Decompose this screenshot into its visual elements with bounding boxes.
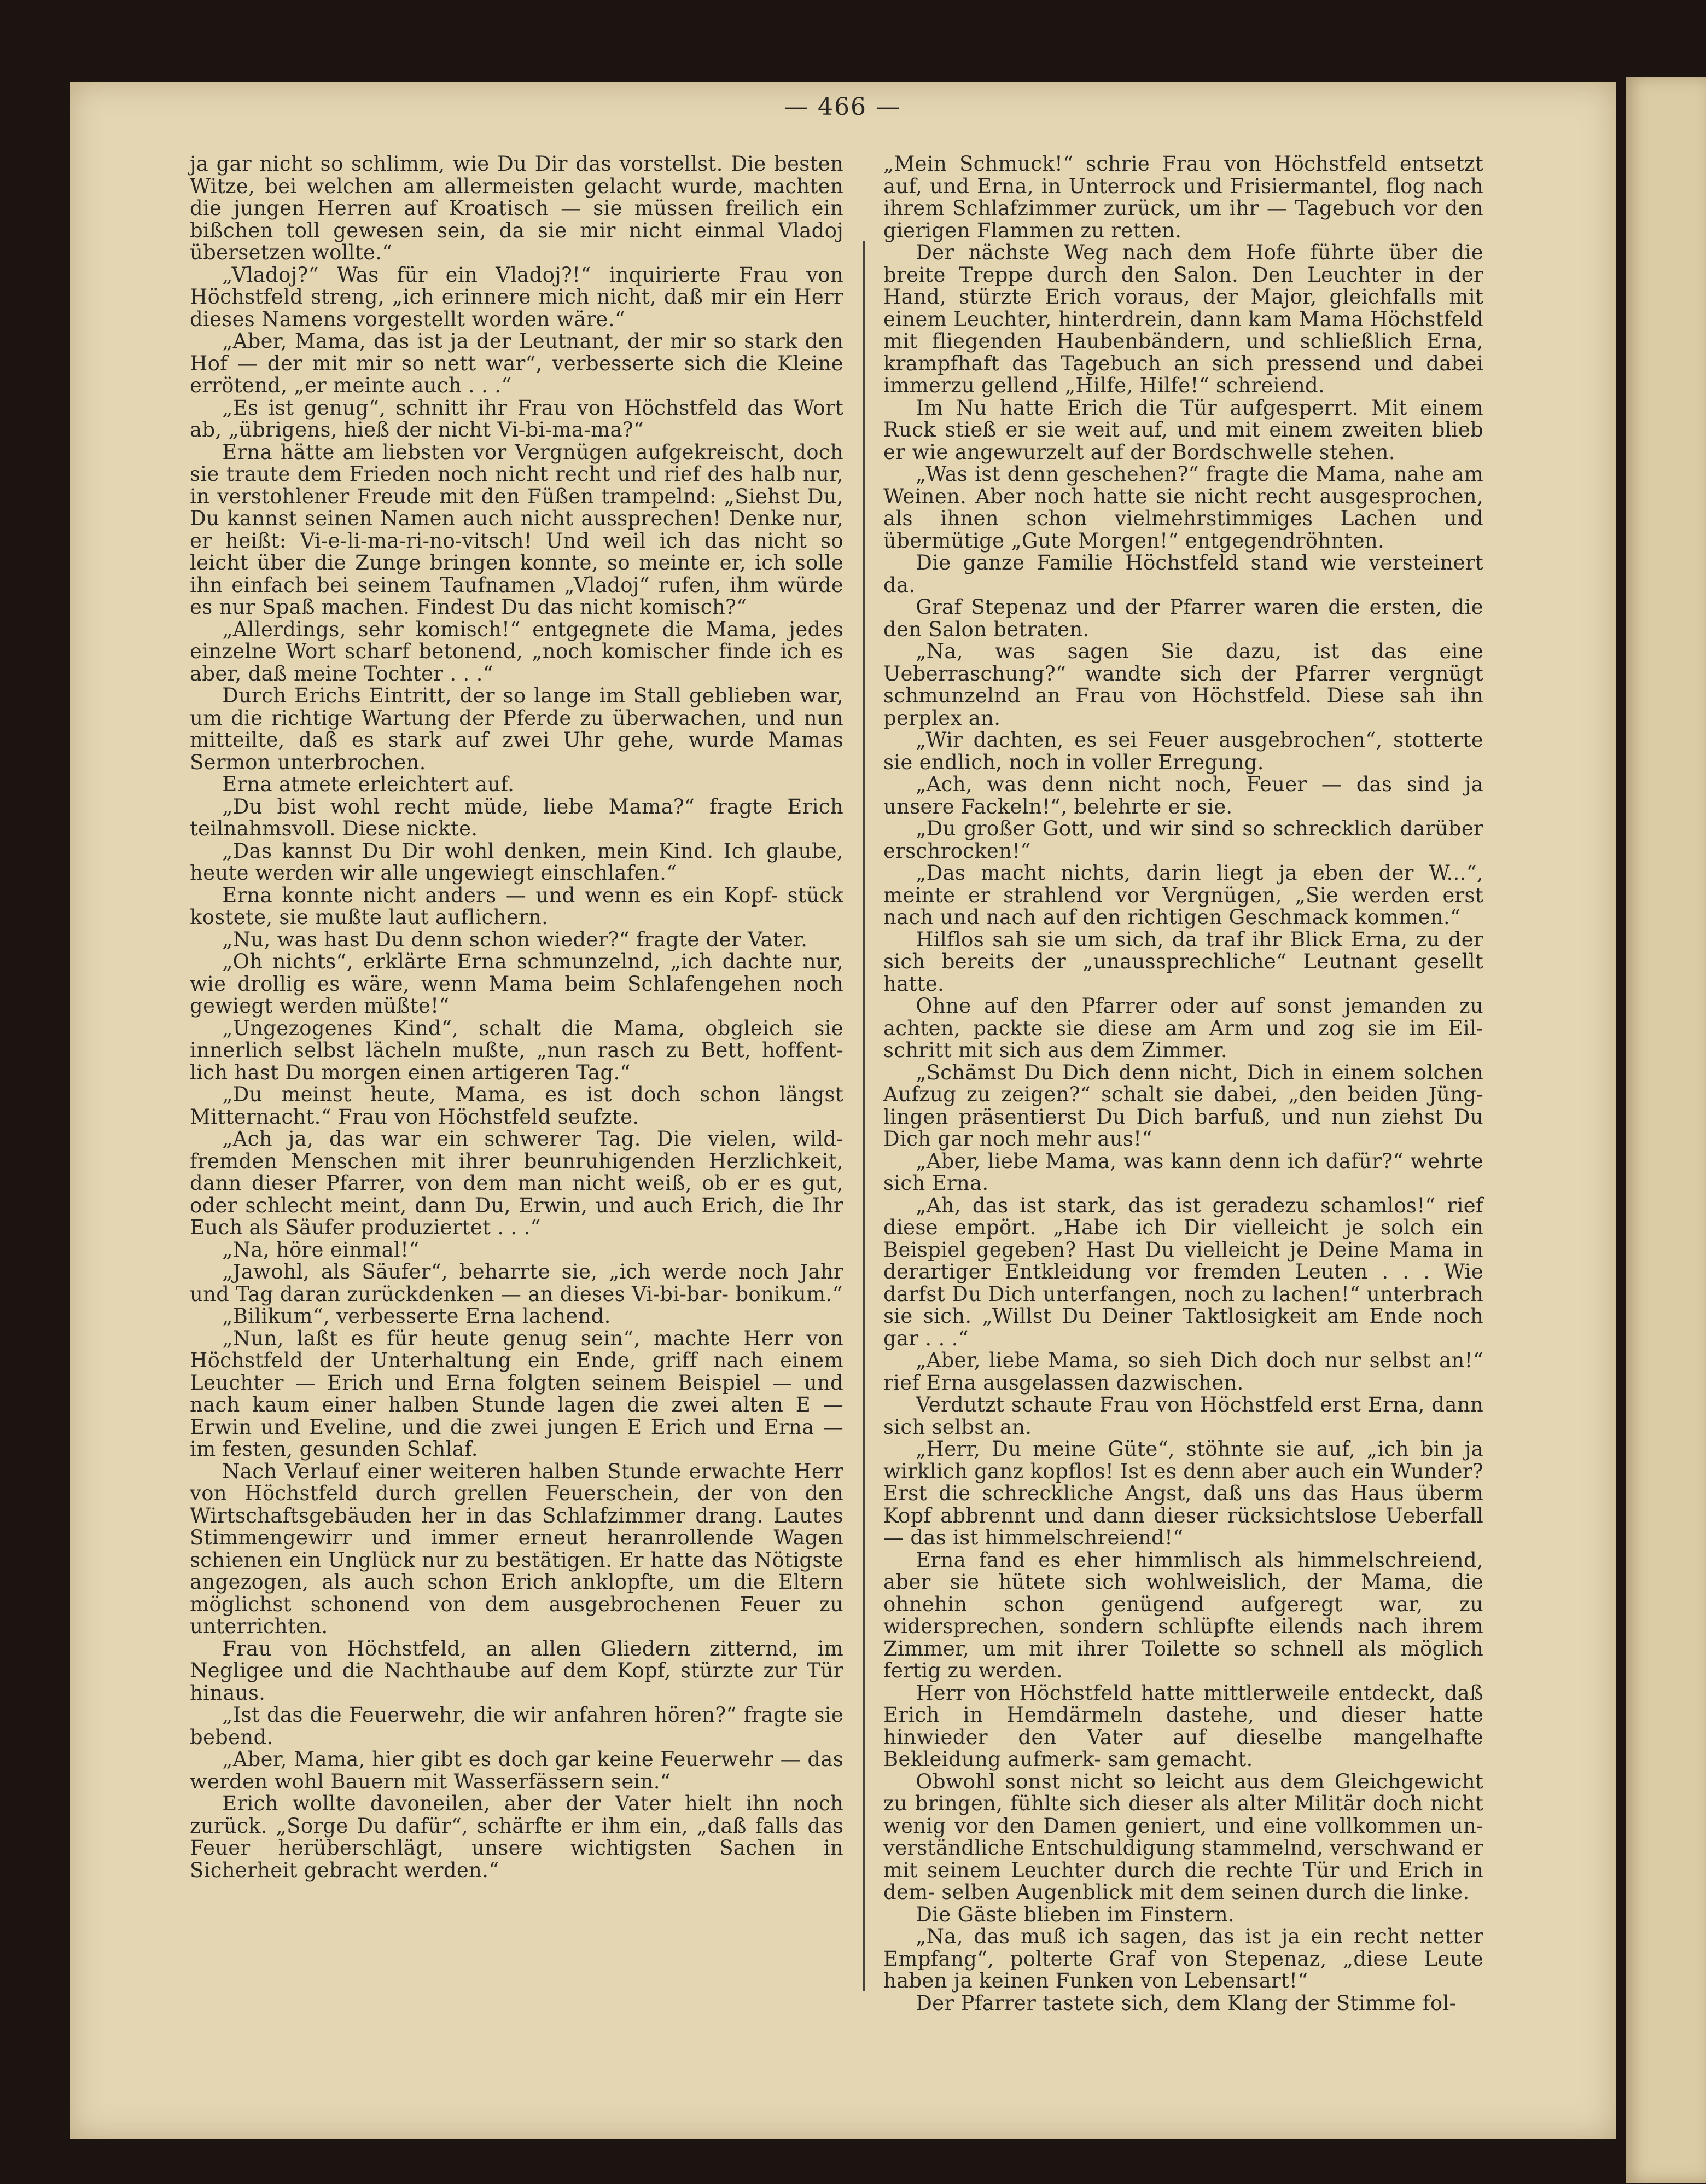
paragraph: „Du meinst heute, Mama, es ist doch schon längst Mitternacht.“ Frau von Höchstfeld seufzte. — [190, 1083, 843, 1129]
paragraph: Ohne auf den Pfarrer oder auf sonst jemanden zu achten, packte sie diese am Arm und zog sie im Eil- schritt mit sich aus dem Zimmer. — [883, 994, 1483, 1062]
paragraph: „Wir dachten, es sei Feuer ausgebrochen“, stotterte sie endlich, noch in voller Erregung. — [883, 728, 1483, 774]
page-number: — 466 — — [784, 93, 901, 121]
paragraph: Der Pfarrer tastete sich, dem Klang der Stimme fol- — [916, 1991, 1457, 2015]
paragraph: „Aber, liebe Mama, so sieh Dich doch nur selbst an!“ rief Erna ausgelassen dazwischen. — [883, 1349, 1483, 1395]
paragraph: „Nun, laßt es für heute genug sein“, machte Herr von Höchstfeld der Unterhaltung ein Ende, griff nach einem Leuchter — Erich und Erna folgten seinem Beispiel — und nach kaum einer halben Stunde lagen die zwei alten E — Erwin und Eveline, und die zwei jungen E Erich und Erna — im festen, gesunden Schlaf. — [190, 1326, 843, 1461]
paragraph: „Bilikum“, verbesserte Erna lachend. — [222, 1304, 611, 1328]
paragraph: „Na, das muß ich sagen, das ist ja ein recht netter Empfang“, polterte Graf von Stepenaz, „diese Leute haben ja keinen Funken von Lebensart!“ — [883, 1925, 1483, 1993]
paragraph: „Ach, was denn nicht noch, Feuer — das sind ja unsere Fackeln!“, belehrte er sie. — [883, 772, 1483, 818]
paragraph: „Ungezogenes Kind“, schalt die Mama, obgleich sie innerlich selbst lächeln mußte, „nun rasch zu Bett, hoffent- lich hast Du morgen einen artigeren Tag.“ — [190, 1016, 843, 1084]
column-divider — [863, 241, 865, 1991]
paragraph: ja gar nicht so schlimm, wie Du Dir das vorstellst. Die besten Witze, bei welchen am allermeisten gelacht wurde, machten die jungen Herren auf Kroatisch — sie müssen freilich ein bißchen toll gewesen sein, da sie mir nicht einmal Vladoj übersetzen wollte.“ — [190, 152, 843, 264]
paragraph: Hilflos sah sie um sich, da traf ihr Blick Erna, zu der sich bereits der „unaussprechliche“ Leutnant gesellt hatte. — [883, 927, 1483, 996]
right-column — [883, 152, 1483, 2015]
paragraph: Die ganze Familie Höchstfeld stand wie versteinert da. — [883, 551, 1483, 597]
paragraph: Verdutzt schaute Frau von Höchstfeld erst Erna, dann sich selbst an. — [883, 1393, 1483, 1439]
paragraph: Erna hätte am liebsten vor Vergnügen aufgekreischt, doch sie traute dem Frieden noch nicht recht und rief des halb nur, in verstohlener Freude mit den Füßen trampelnd: „Siehst Du, Du kannst seinen Namen auch nicht aussprechen! Denke nur, er heißt: Vi-e-li-ma-ri-no-vitsch! Und weil ich das nicht so leicht über die Zunge bringen konnte, so meinte er, ich solle ihn einfach bei seinem Taufnamen „Vladoj“ rufen, ihm würde es nur Spaß machen. Findest Du das nicht komisch?“ — [190, 440, 843, 619]
paragraph: „Du bist wohl recht müde, liebe Mama?“ fragte Erich teilnahmsvoll. Diese nickte. — [190, 794, 843, 840]
adjacent-page-edge — [1626, 77, 1706, 2183]
paragraph: „Ach ja, das war ein schwerer Tag. Die vielen, wild- fremden Menschen mit ihrer beunruhigenden Herzlichkeit, dann dieser Pfarrer, von dem man nicht weiß, ob er es gut, oder schlecht meint, dann Du, Erwin, und auch Erich, die Ihr Euch als Säufer produziertet . . .“ — [190, 1127, 843, 1239]
paragraph: Erna atmete erleichtert auf. — [222, 772, 515, 796]
paragraph: „Das macht nichts, darin liegt ja eben der W...“, meinte er strahlend vor Vergnügen, „Sie werden erst nach und nach auf den richtigen Geschmack kommen.“ — [883, 861, 1483, 929]
paragraph: Im Nu hatte Erich die Tür aufgesperrt. Mit einem Ruck stieß er sie weit auf, und mit einem zweiten blieb er wie angewurzelt auf der Bordschwelle stehen. — [883, 396, 1483, 464]
paragraph: Durch Erichs Eintritt, der so lange im Stall geblieben war, um die richtige Wartung der Pferde zu überwachen, und nun mitteilte, daß es stark auf zwei Uhr gehe, wurde Mamas Sermon unterbrochen. — [190, 684, 843, 774]
paragraph: „Es ist genug“, schnitt ihr Frau von Höchstfeld das Wort ab, „übrigens, hieß der nicht Vi-bi-ma-ma?“ — [190, 396, 843, 442]
paragraph: „Na, was sagen Sie dazu, ist das eine Ueberraschung?“ wandte sich der Pfarrer vergnügt schmunzelnd an Frau von Höchstfeld. Diese sah ihn perplex an. — [883, 640, 1483, 730]
paragraph: Erna konnte nicht anders — und wenn es ein Kopf- stück kostete, sie mußte laut auflichern. — [190, 883, 843, 929]
paragraph: Frau von Höchstfeld, an allen Gliedern zitternd, im Negligee und die Nachthaube auf dem Kopf, stürzte zur Tür hinaus. — [190, 1636, 843, 1705]
paragraph: „Jawohl, als Säufer“, beharrte sie, „ich werde noch Jahr und Tag daran zurückdenken — an dieses Vi-bi-bar- bonikum.“ — [190, 1260, 843, 1306]
paragraph: „Das kannst Du Dir wohl denken, mein Kind. Ich glaube, heute werden wir alle ungewiegt einschlafen.“ — [190, 839, 843, 885]
paragraph: „Allerdings, sehr komisch!“ entgegnete die Mama, jedes einzelne Wort scharf betonend, „noch komischer finde ich es aber, daß meine Tochter . . .“ — [190, 617, 843, 686]
paragraph: „Ah, das ist stark, das ist geradezu schamlos!“ rief diese empört. „Habe ich Dir vielleicht je solch ein Beispiel gegeben? Hast Du vielleicht je Deine Mama in derartiger Entkleidung vor fremden Leuten . . . Wie darfst Du Dich unterfangen, noch zu lachen!“ unterbrach sie sich. „Willst Du Deiner Taktlosigkeit am Ende noch gar . . .“ — [883, 1193, 1483, 1350]
paragraph: „Aber, Mama, hier gibt es doch gar keine Feuerwehr — das werden wohl Bauern mit Wasserfässern sein.“ — [190, 1747, 843, 1793]
paragraph: „Aber, liebe Mama, was kann denn ich dafür?“ wehrte sich Erna. — [883, 1149, 1483, 1195]
paragraph: Herr von Höchstfeld hatte mittlerweile entdeckt, daß Erich in Hemdärmeln dastehe, und dieser hatte hinwieder den Vater auf dieselbe mangelhafte Bekleidung aufmerk- sam gemacht. — [883, 1681, 1483, 1771]
paragraph: Graf Stepenaz und der Pfarrer waren die ersten, die den Salon betraten. — [883, 595, 1483, 641]
paragraph: „Was ist denn geschehen?“ fragte die Mama, nahe am Weinen. Aber noch hatte sie nicht recht ausgesprochen, als ihnen schon vielmehrstimmiges Lachen und übermütige „Gute Morgen!“ entgegendröhnten. — [883, 462, 1483, 553]
paragraph: Die Gäste blieben im Finstern. — [916, 1902, 1235, 1926]
paragraph: „Du großer Gott, und wir sind so schrecklich darüber erschrocken!“ — [883, 817, 1483, 863]
paragraph: „Schämst Du Dich denn nicht, Dich in einem solchen Aufzug zu zeigen?“ schalt sie dabei, „den beiden Jüng- lingen präsentierst Du Dich barfuß, und nun ziehst Du Dich gar noch mehr aus!“ — [883, 1060, 1483, 1151]
paragraph: „Herr, Du meine Güte“, stöhnte sie auf, „ich bin ja wirklich ganz kopflos! Ist es denn aber auch ein Wunder? Erst die schreckliche Angst, daß uns das Haus überm Kopf abbrennt und dann dieser rücksichtslose Ueberfall — das ist himmelschreiend!“ — [883, 1437, 1483, 1549]
paragraph: „Aber, Mama, das ist ja der Leutnant, der mir so stark den Hof — der mit mir so nett war“, verbesserte sich die Kleine errötend, „er meinte auch . . .“ — [190, 329, 843, 397]
left-column — [190, 153, 843, 1991]
paragraph: „Na, höre einmal!“ — [222, 1238, 420, 1262]
paragraph: Erich wollte davoneilen, aber der Vater hielt ihn noch zurück. „Sorge Du dafür“, schärfte er ihm ein, „daß falls das Feuer herüberschlägt, unsere wichtigsten Sachen in Sicherheit gebracht werden.“ — [190, 1792, 843, 1882]
paragraph: Nach Verlauf einer weiteren halben Stunde erwachte Herr von Höchstfeld durch grellen Feuerschein, der von den Wirtschaftsgebäuden her in das Schlafzimmer drang. Lautes Stimmengewirr und immer erneut heranrollende Wagen schienen ein Unglück nur zu bestätigen. Er hatte das Nötigste angezogen, als auch schon Erich anklopfte, um die Eltern möglichst schonend von dem ausgebrochenen Feuer zu unterrichten. — [190, 1459, 843, 1638]
paragraph: „Vladoj?“ Was für ein Vladoj?!“ inquirierte Frau von Höchstfeld streng, „ich erinnere mich nicht, daß mir ein Herr dieses Namens vorgestellt worden wäre.“ — [190, 263, 843, 331]
paragraph: „Nu, was hast Du denn schon wieder?“ fragte der Vater. — [222, 927, 808, 951]
paragraph: Erna fand es eher himmlisch als himmelschreiend, aber sie hütete sich wohlweislich, der Mama, die ohnehin schon genügend aufgeregt war, zu widersprechen, sondern schlüpfte eilends nach ihrem Zimmer, um mit ihrer Toilette so schnell als möglich fertig zu werden. — [883, 1548, 1483, 1682]
paragraph: Der nächste Weg nach dem Hofe führte über die breite Treppe durch den Salon. Den Leuchter in der Hand, stürzte Erich voraus, der Major, gleichfalls mit einem Leuchter, hinterdrein, dann kam Mama Höchstfeld mit fliegenden Haubenbändern, und schließlich Erna, krampfhaft das Tagebuch an sich pressend und dabei immerzu gellend „Hilfe, Hilfe!“ schreiend. — [883, 241, 1483, 397]
paragraph: Obwohl sonst nicht so leicht aus dem Gleichgewicht zu bringen, fühlte sich dieser als alter Militär doch nicht wenig vor den Damen geniert, und eine vollkommen un- verständliche Entschuldigung stammelnd, verschwand er mit seinem Leuchter durch die rechte Tür und Erich in dem- selben Augenblick mit dem seinen durch die linke. — [883, 1769, 1483, 1904]
paragraph: „Mein Schmuck!“ schrie Frau von Höchstfeld entsetzt auf, und Erna, in Unterrock und Frisiermantel, flog nach ihrem Schlafzimmer zurück, um ihr — Tagebuch vor den gierigen Flammen zu retten. — [883, 152, 1483, 242]
paragraph: „Oh nichts“, erklärte Erna schmunzelnd, „ich dachte nur, wie drollig es wäre, wenn Mama beim Schlafengehen noch gewiegt werden müßte!“ — [190, 950, 843, 1018]
paragraph: „Ist das die Feuerwehr, die wir anfahren hören?“ fragte sie bebend. — [190, 1703, 843, 1749]
